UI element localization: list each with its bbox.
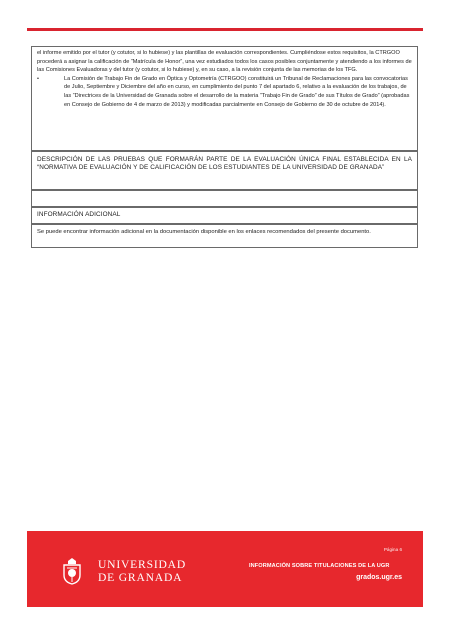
university-name-line1: UNIVERSIDAD xyxy=(98,558,187,571)
evaluation-continuation-box xyxy=(31,46,418,151)
degrees-url-link[interactable]: grados.ugr.es xyxy=(356,574,402,581)
university-name-line2: DE GRANADA xyxy=(98,571,183,584)
claims-tribunal-paragraph: La Comisión de Trabajo Fin de Grado en Óptica y Optometría (CTRGOO) constituirá un Tribunal de Reclamaciones para las convocatorias de Julio, Septiembre y Diciembre del año en curso, en cumplimiento del punto 7 del apartado 6, relativo a la evaluación de los trabajos, de las “Directrices de la Universidad de Granada sobre el desarrollo de la materia “Trabajo Fin de Grado” de sus Títulos de Grado” (aprobadas en Consejo de Gobierno de 4 de marzo de 2013) y modificadas parcialmente en Consejo de Gobierno de 30 de octubre de 2014). xyxy=(64,75,410,108)
degrees-info-title: INFORMACIÓN SOBRE TITULACIONES DE LA UGR xyxy=(249,563,390,569)
single-final-evaluation-header-box xyxy=(31,151,418,190)
additional-info-content-box xyxy=(31,224,418,248)
additional-info-header-box xyxy=(31,207,418,224)
bullet-item xyxy=(37,75,412,109)
page-number: Página 6 xyxy=(383,547,402,552)
additional-info-text: Se puede encontrar información adicional en la documentación disponible en los enlaces recomendados del presente documento. xyxy=(37,229,371,235)
header-red-rule xyxy=(27,28,423,31)
single-final-evaluation-heading: DESCRIPCIÓN DE LAS PRUEBAS QUE FORMARÁN PARTE DE LA EVALUACIÓN ÚNICA FINAL ESTABLECIDA EN LA “NORMATIVA DE EVALUACIÓN Y DE CALIFICACIÓN DE LOS ESTUDIANTES DE LA UNIVERSIDAD DE GRANADA” xyxy=(37,156,412,172)
honor-criteria-paragraph: el informe emitido por el tutor (y cotutor, si lo hubiese) y las plantillas de evaluación correspondientes. Cumpliéndose estos requisitos, la CTRGOO procederá a asignar la calificación de “Matrícula de Honor”, una vez estudiados todos los casos posibles conjuntamente y atendiendo a los informes de las Comisiones Evaluadoras y del tutor (y cotutor, si lo hubiese) y, en su caso, a la revisión conjunta de las memorias de los TFG. xyxy=(37,50,412,74)
university-seal-icon xyxy=(61,557,83,585)
page-footer xyxy=(27,531,423,607)
bullet-marker: • xyxy=(37,75,39,82)
additional-info-heading: INFORMACIÓN ADICIONAL xyxy=(37,211,121,218)
single-final-evaluation-content-box xyxy=(31,190,418,207)
